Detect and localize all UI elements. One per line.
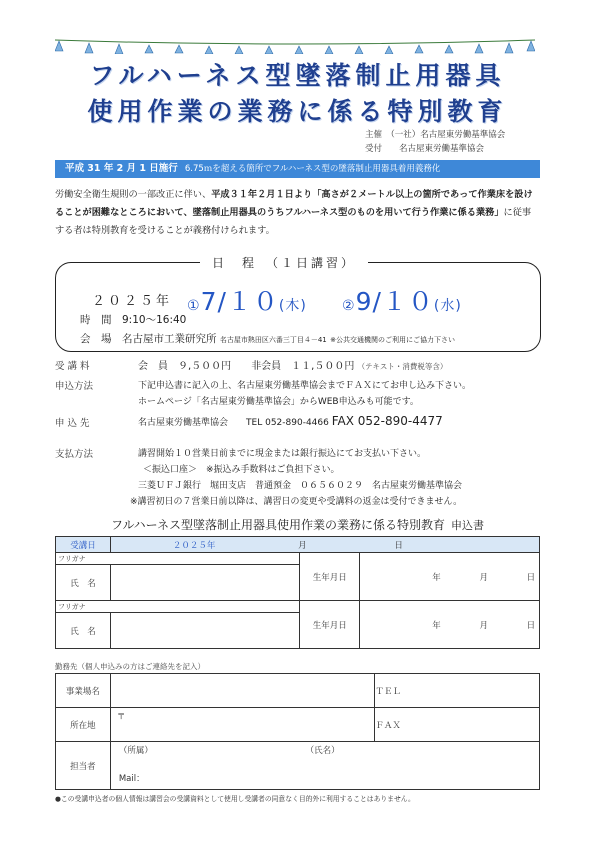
- fax-label: ＦＡＸ: [375, 708, 415, 742]
- venue-row: [80, 331, 455, 346]
- application-form: [55, 536, 540, 649]
- apply-method-line2: ホームページ「名古屋東労働基準協会」からWEB申込みも可能です。: [138, 397, 419, 407]
- venue-label: 会 場: [80, 333, 112, 345]
- garland-decoration: [55, 36, 535, 54]
- name-label-2: 氏 名: [56, 613, 111, 649]
- title-line2: 使用作業の業務に係る特別教育: [87, 97, 508, 126]
- name-field-1[interactable]: [110, 565, 299, 601]
- form-year: ２０２５年: [172, 540, 216, 551]
- address-field[interactable]: [110, 708, 374, 742]
- employer-note: 勤務先（個人申込みの方はご連絡先を記入）: [55, 662, 205, 671]
- date2-number: ②: [342, 298, 356, 314]
- intro-part2: 平成３１年２月１日より「高さが２メートル以上の箇所であって作業床を設けることが困難なところにおいて、墜落制止用器具のうちフルハーネス型のものを用いて行う作業に係る業務」: [55, 189, 533, 218]
- notice-banner: [55, 160, 540, 178]
- banner-text: 6.75ｍを超える箇所でフルハーネス型の墜落制止用器具着用義務化: [184, 164, 441, 174]
- birth-year-1: 年: [432, 572, 441, 583]
- birth-day-2: 日: [526, 620, 536, 631]
- employer-form: [55, 673, 540, 790]
- fax-field[interactable]: [415, 708, 540, 742]
- intro-text: [55, 186, 540, 240]
- name-label-1: 氏 名: [56, 565, 111, 601]
- birth-month-2: 月: [479, 620, 488, 631]
- reception-name: 名古屋東労働基準協会: [399, 144, 485, 154]
- payment-line4: ※講習初日の７営業日前以降は、講習日の変更や受講料の返金は受付できません。: [130, 497, 463, 507]
- schedule-title: 日 程 （１日講習）: [200, 254, 368, 271]
- apply-method-line1: 下記申込書に記入の上、名古屋東労働基準協会までＦＡＸにてお申し込み下さい。: [138, 381, 472, 391]
- reception-label: 受付: [365, 144, 383, 154]
- birth-day-1: 日: [526, 572, 536, 583]
- office-field[interactable]: [110, 674, 374, 708]
- apply-to-tel: TEL 052-890-4466: [246, 418, 329, 428]
- payment-line3: 三菱ＵＦＪ銀行 堀田支店 普通預金 ０６５６０２９ 名古屋東労働基準協会: [138, 481, 463, 491]
- venue-note: ※公共交通機関のご利用にご協力下さい: [330, 336, 455, 344]
- venue-name: 名古屋市工業研究所: [122, 333, 217, 345]
- banner-date: 平成 31 年 2 月 1 日施行: [65, 163, 178, 174]
- contact-name-label: （氏名）: [305, 746, 340, 756]
- schedule-year: ２０２５年: [92, 294, 173, 309]
- contact-dept: （所属）: [118, 746, 153, 756]
- form-day: 日: [394, 540, 403, 551]
- reception-line: [365, 142, 484, 154]
- address-row: [56, 708, 540, 742]
- contact-field[interactable]: [110, 742, 539, 790]
- birth-label-1: 生年月日: [300, 553, 360, 601]
- name-field-2[interactable]: [110, 613, 299, 649]
- form-title-text: フルハーネス型墜落制止用器具使用作業の業務に係る特別教育: [110, 518, 446, 532]
- form-title: [0, 516, 595, 533]
- postal-mark: 〒: [116, 712, 126, 722]
- fee-row: [138, 357, 447, 372]
- birth-year-2: 年: [432, 620, 441, 631]
- birth-field-1[interactable]: [360, 553, 540, 601]
- birth-month-1: 月: [479, 572, 488, 583]
- organizer-line: [365, 128, 505, 140]
- form-date-input[interactable]: [110, 537, 539, 553]
- date1-weekday: (木): [278, 298, 307, 314]
- furigana-field-2[interactable]: フリガナ: [56, 601, 300, 613]
- apply-to-label: 申 込 先: [55, 418, 90, 429]
- apply-method-label: 申込方法: [55, 381, 94, 392]
- payment-label: 支払方法: [55, 449, 94, 460]
- payment-line2: ＜振込口座＞ ※振込み手数料はご負担下さい。: [143, 465, 340, 475]
- payment-line1: 講習開始１０営業日前までに現金または銀行振込にてお支払い下さい。: [138, 449, 427, 459]
- form-month: 月: [298, 540, 307, 551]
- privacy-footnote: ●この受講申込者の個人情報は講習会の受講資料として使用し受講者の同意なく目的外に利用することはありません。: [55, 795, 415, 803]
- time-value: 9:10～16:40: [122, 314, 187, 326]
- furigana-row-2: [56, 601, 540, 613]
- date2-value: 9/１０: [355, 287, 434, 316]
- intro-part1: 労働安全衛生規則の一部改正に伴い、: [55, 189, 212, 200]
- date1-number: ①: [187, 298, 201, 314]
- birth-label-2: 生年月日: [300, 601, 360, 649]
- time-label: 時 間: [80, 314, 112, 326]
- contact-label: 担当者: [56, 742, 111, 790]
- fee-member: 会 員 ９,５００円: [138, 361, 232, 372]
- form-subtitle: 申込書: [451, 519, 485, 532]
- tel-label: ＴＥＬ: [375, 674, 415, 708]
- address-label: 所在地: [56, 708, 111, 742]
- furigana-row-1: [56, 553, 540, 565]
- fee-note: （テキスト・消費税等含）: [357, 362, 448, 371]
- birth-field-2[interactable]: [360, 601, 540, 649]
- tel-field[interactable]: [415, 674, 540, 708]
- contact-mail: Mail：: [118, 774, 145, 784]
- time-row: [80, 312, 186, 327]
- date1-value: 7/１０: [200, 287, 279, 316]
- fee-nonmember: 非会員 １１,５００円: [251, 361, 355, 372]
- organizer-label: 主催: [365, 130, 383, 140]
- furigana-field-1[interactable]: フリガナ: [56, 553, 300, 565]
- apply-to-fax: FAX 052-890-4477: [331, 414, 443, 428]
- apply-to-row: [138, 414, 443, 428]
- form-date-label: 受講日: [56, 537, 111, 553]
- fee-label: 受 講 料: [55, 361, 90, 372]
- office-label: 事業場名: [56, 674, 111, 708]
- office-row: [56, 674, 540, 708]
- intro-part3: に従事する者は特別教育を受けることが義務付けられます。: [55, 207, 532, 236]
- organizer-name: （一社）名古屋東労働基準協会: [390, 130, 506, 140]
- date-option-1: [187, 282, 307, 318]
- apply-to-org: 名古屋東労働基準協会: [138, 418, 229, 428]
- date-option-2: [342, 282, 462, 318]
- contact-row: [56, 742, 540, 790]
- form-date-row: [56, 537, 540, 553]
- title-line1: フルハーネス型墜落制止用器具: [89, 61, 506, 90]
- venue-address: 名古屋市熱田区六番三丁目４－41: [219, 336, 327, 344]
- date2-weekday: (水): [433, 298, 462, 314]
